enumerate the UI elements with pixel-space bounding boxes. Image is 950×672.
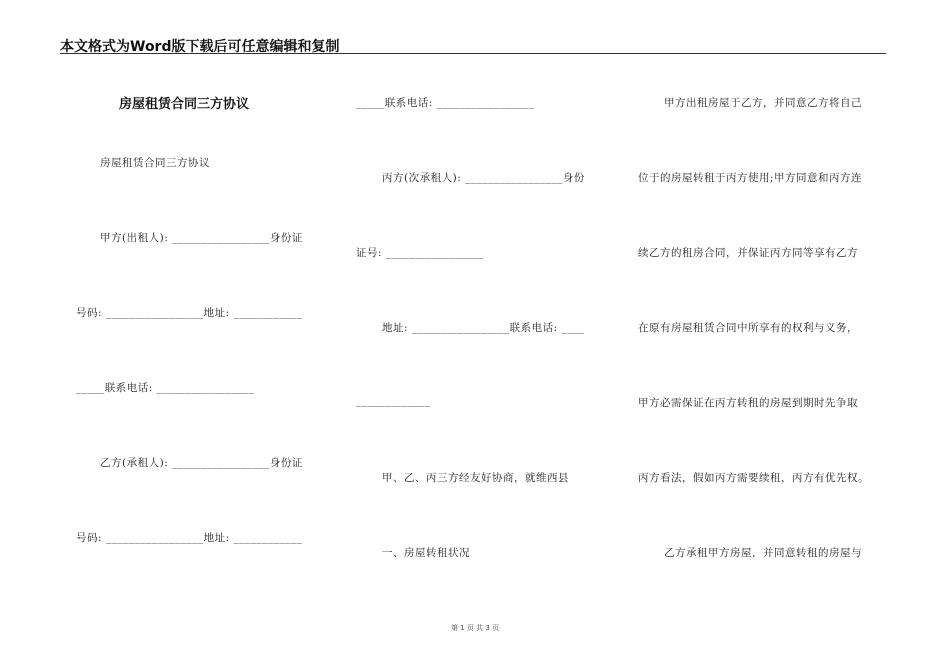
text-line: 续乙方的租房合同，并保证丙方同等享有乙方: [638, 247, 858, 259]
text-line: 丙方看法，假如丙方需要续租，丙方有优先权。: [638, 472, 869, 484]
text-line: _____联系电话: _________________: [356, 97, 535, 109]
text-line: 甲方(出租人): _________________身份证: [100, 232, 303, 244]
text-line: 号码: _________________地址: ____________: [76, 532, 303, 544]
text-line: 乙方(承租人): _________________身份证: [100, 457, 303, 469]
text-line: 甲、乙、丙三方经友好协商，就维西县: [382, 472, 569, 484]
text-line: 位于的房屋转租于丙方使用;甲方同意和丙方连: [638, 172, 863, 184]
text-line: 甲方出租房屋于乙方，并同意乙方将自己: [664, 97, 862, 109]
text-line: 甲方必需保证在丙方转租的房屋到期时先争取: [638, 397, 858, 409]
text-line: _____联系电话: _________________: [76, 382, 255, 394]
text-line: 地址: _________________联系电话: ____: [382, 322, 585, 334]
text-line: 证号: _________________: [356, 247, 484, 259]
document-title: 房屋租赁合同三方协议: [119, 97, 250, 112]
text-line: _____________: [356, 395, 431, 407]
text-line: 在原有房屋租赁合同中所享有的权利与义务，: [638, 322, 858, 334]
text-line: 房屋租赁合同三方协议: [100, 157, 210, 169]
text-line: 乙方承租甲方房屋，并同意转租的房屋与: [664, 547, 862, 559]
column-3: [638, 0, 888, 600]
text-line: 号码: _________________地址: ____________: [76, 307, 303, 319]
column-2: [356, 0, 611, 600]
document-header: 本文格式为Word版下载后可任意编辑和复制: [60, 39, 340, 55]
text-line: 丙方(次承租人): _________________身份: [382, 172, 585, 184]
column-1: [76, 0, 326, 600]
text-line: 一、房屋转租状况: [382, 547, 470, 559]
page-number: 第 1 页 共 3 页: [450, 624, 500, 632]
